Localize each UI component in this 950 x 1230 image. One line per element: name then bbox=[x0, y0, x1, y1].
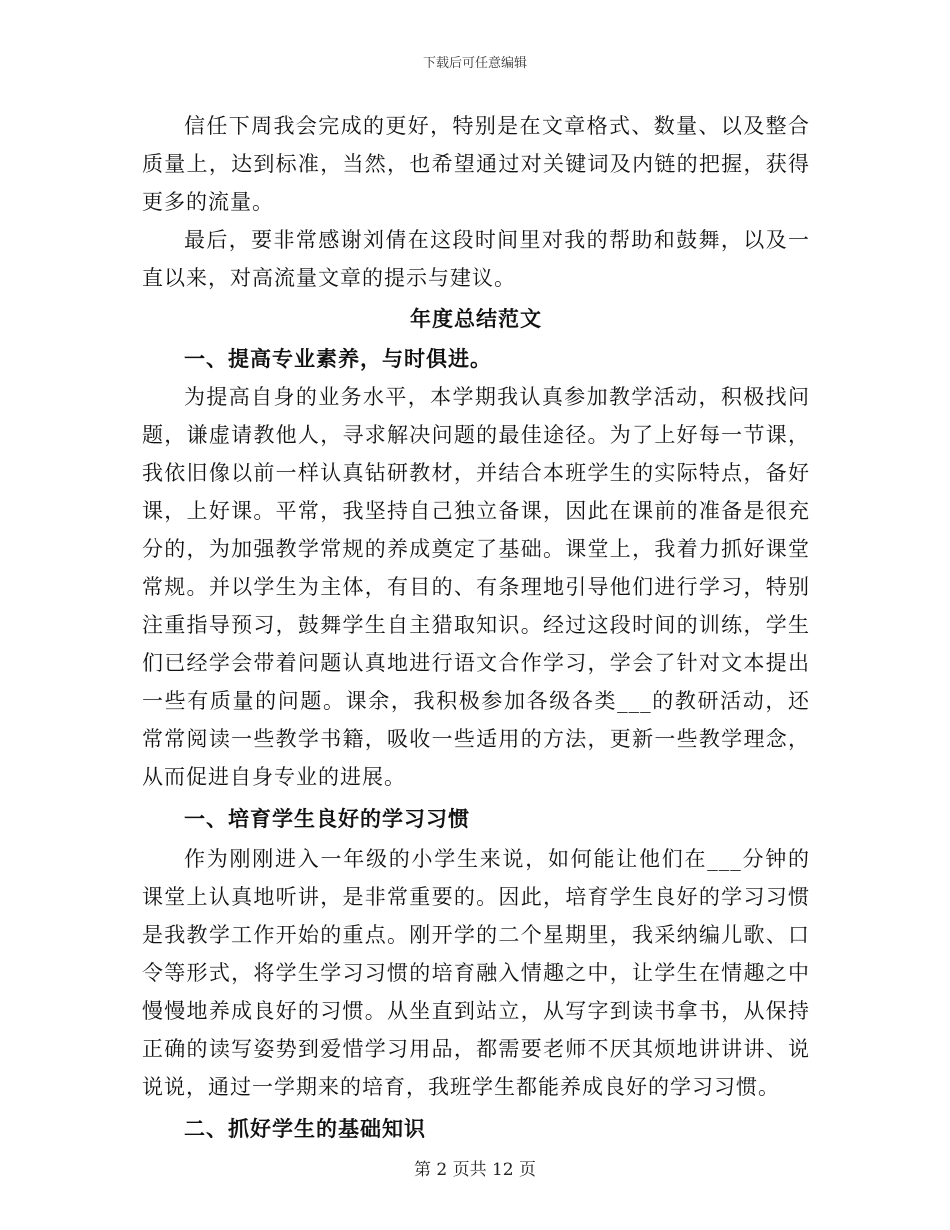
page-header: 下载后可任意编辑 bbox=[422, 56, 527, 71]
page-number: 第 2 页共 12 页 bbox=[413, 1160, 537, 1180]
section-paragraph: 为提高自身的业务水平，本学期我认真参加教学活动，积极找问题，谦虚请教他人，寻求解决问题的最佳途径。为了上好每一节课，我依旧像以前一样认真钻研教材，并结合本班学生的实际特点，备好课，上好课。平常，我坚持自己独立备课，因此在课前的准备是很充分的，为加强教学常规的养成奠定了基础。课堂上，我着力抓好课堂常规。并以学生为主体，有目的、有条理地引导他们进行学习，特别注重指导预习，鼓舞学生自主猎取知识。经过这段时间的训练，学生们已经学会带着问题认真地进行语文合作学习，学会了针对文本提出一些有质量的问题。课余，我积极参加各级各类___的教研活动，还常常阅读一些教学书籍，吸收一些适用的方法，更新一些教学理念，从而促进自身专业的进展。 bbox=[142, 385, 810, 789]
document-body bbox=[142, 107, 810, 1150]
body-paragraph: 最后，要非常感谢刘倩在这段时间里对我的帮助和鼓舞，以及一直以来，对高流量文章的提示与建议。 bbox=[142, 228, 810, 290]
section-heading: 一、提高专业素养，与时俱进。 bbox=[184, 346, 492, 371]
section-heading: 二、抓好学生的基础知识 bbox=[184, 1116, 426, 1141]
body-paragraph: 信任下周我会完成的更好，特别是在文章格式、数量、以及整合质量上，达到标准，当然，也希望通过对关键词及内链的把握，获得更多的流量。 bbox=[142, 114, 810, 214]
section-heading: 一、培育学生良好的学习习惯 bbox=[184, 806, 470, 831]
section-paragraph: 作为刚刚进入一年级的小学生来说，如何能让他们在___分钟的课堂上认真地听讲，是非常重要的。因此，培育学生良好的学习习惯是我教学工作开始的重点。刚开学的二个星期里，我采纳编儿歌、口令等形式，将学生学习习惯的培育融入情趣之中，让学生在情趣之中慢慢地养成良好的习惯。从坐直到站立，从写字到读书拿书，从保持正确的读写姿势到爱惜学习用品，都需要老师不厌其烦地讲讲讲、说说说，通过一学期来的培育，我班学生都能养成良好的学习习惯。 bbox=[142, 847, 810, 1099]
document-title: 年度总结范文 bbox=[410, 306, 542, 331]
